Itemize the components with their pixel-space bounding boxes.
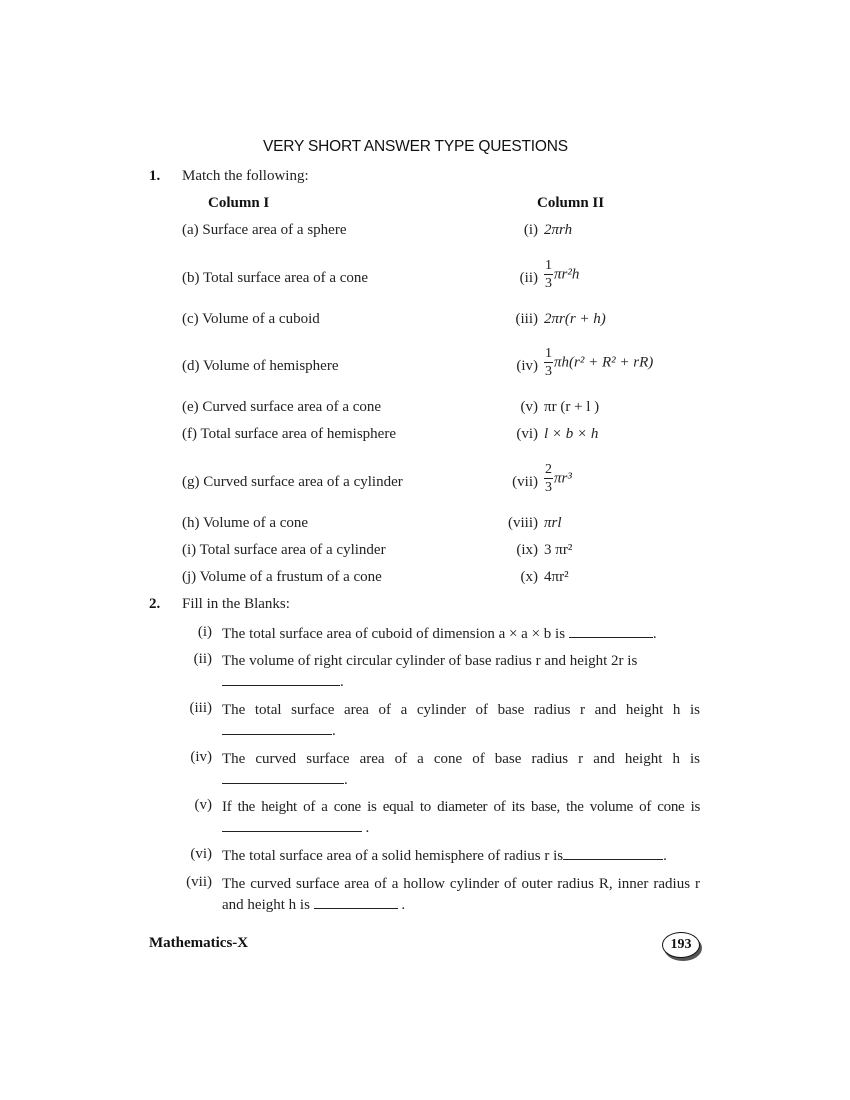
formula-viii: πrl: [544, 515, 562, 531]
column-2-heading: Column II: [537, 195, 605, 211]
blank-text: The total surface area of cuboid of dimension a × a × b is: [222, 626, 566, 642]
blank-item-vi: The total surface area of a solid hemisphere of radius r is .: [222, 848, 667, 864]
answer-blank[interactable]: [222, 771, 344, 784]
formula-vi: l × b × h: [544, 426, 599, 442]
fraction-denominator: 3: [545, 364, 552, 379]
col2-label-vii: (vii): [512, 474, 538, 490]
blank-text: The volume of right circular cylinder of base radius r and height 2r is: [222, 653, 638, 669]
blank-item-iv: The curved surface area of a cone of base radius r and height h is.: [222, 751, 700, 788]
col1-item-b: (b) Total surface area of a cone: [182, 270, 369, 286]
col2-label-iv: (iv): [516, 358, 538, 374]
formula-iii: 2πr(r + h): [544, 311, 606, 327]
col2-label-iii: (iii): [515, 311, 538, 327]
col1-item-j: (j) Volume of a frustum of a cone: [182, 569, 382, 585]
page-number: 193: [670, 937, 692, 952]
col1-item-c: (c) Volume of a cuboid: [182, 311, 320, 327]
blank-label-i: (i): [197, 624, 212, 640]
blank-text: The curved surface area of a hollow cylinder of outer radius R, inner radius r and height h is: [222, 876, 700, 913]
col1-item-d: (d) Volume of hemisphere: [182, 358, 339, 374]
blank-item-iii: The total surface area of a cylinder of base radius r and height h is.: [222, 702, 700, 739]
formula-vii: [544, 463, 572, 495]
formula-iv: [544, 347, 653, 379]
fraction-numerator: 1: [545, 346, 552, 361]
col2-label-vi: (vi): [516, 426, 538, 442]
col1-item-e: (e) Curved surface area of a cone: [182, 399, 382, 415]
formula-i: 2πrh: [544, 222, 573, 238]
blank-text: If the height of a cone is equal to diameter of its base, the volume of cone is: [222, 799, 700, 815]
col1-item-f: (f) Total surface area of hemisphere: [182, 426, 396, 442]
blank-label-v: (v): [194, 797, 212, 813]
question-1-number: 1.: [149, 168, 161, 184]
question-2-number: 2.: [149, 596, 161, 612]
blank-label-iv: (iv): [190, 749, 212, 765]
col1-item-g: (g) Curved surface area of a cylinder: [182, 474, 403, 490]
col2-label-ix: (ix): [516, 542, 538, 558]
blank-item-vii: The curved surface area of a hollow cylinder of outer radius R, inner radius r and height h is .: [222, 876, 700, 913]
fraction-numerator: 2: [545, 462, 552, 477]
fraction-denominator: 3: [545, 276, 552, 291]
book-title: Mathematics-X: [149, 935, 249, 951]
formula-ii: [544, 259, 579, 291]
question-1-prompt: Match the following:: [182, 168, 309, 184]
answer-blank[interactable]: [563, 847, 663, 860]
blank-label-iii: (iii): [189, 700, 212, 716]
page-heading: VERY SHORT ANSWER TYPE QUESTIONS: [263, 138, 568, 155]
answer-blank[interactable]: [314, 896, 398, 909]
fraction: [544, 463, 553, 495]
blank-text: The total surface area of a solid hemisphere of radius r is: [222, 848, 564, 864]
blank-item-i: The total surface area of cuboid of dimension a × a × b is .: [222, 626, 657, 642]
blank-label-ii: (ii): [193, 651, 212, 667]
col2-label-i: (i): [523, 222, 538, 238]
blank-text: The total surface area of a cylinder of base radius r and height h is: [222, 702, 700, 718]
col1-item-h: (h) Volume of a cone: [182, 515, 309, 531]
formula-x: 4πr²: [544, 569, 569, 585]
fraction-numerator: 1: [545, 258, 552, 273]
blank-label-vii: (vii): [186, 874, 212, 890]
formula-ix: 3 πr²: [544, 542, 573, 558]
column-1-heading: Column I: [208, 195, 270, 211]
blank-item-ii: The volume of right circular cylinder of base radius r and height 2r is .: [222, 653, 638, 690]
col1-item-a: (a) Surface area of a sphere: [182, 222, 347, 238]
col2-label-x: (x): [520, 569, 538, 585]
col1-item-i: (i) Total surface area of a cylinder: [182, 542, 386, 558]
blank-text: The curved surface area of a cone of base radius r and height h is: [222, 751, 700, 767]
blank-label-vi: (vi): [190, 846, 212, 862]
answer-blank[interactable]: [222, 819, 362, 832]
formula-text: πh(r² + R² + rR): [554, 354, 654, 371]
col2-label-ii: (ii): [519, 270, 538, 286]
question-2-prompt: Fill in the Blanks:: [182, 596, 290, 612]
page-number-badge: [662, 932, 700, 958]
formula-text: πr³: [554, 470, 572, 487]
fraction: [544, 347, 553, 379]
formula-v: πr (r + l ): [544, 399, 600, 415]
fraction-denominator: 3: [545, 480, 552, 495]
col2-label-viii: (viii): [508, 515, 538, 531]
answer-blank[interactable]: [569, 625, 653, 638]
fraction: [544, 259, 553, 291]
blank-item-v: If the height of a cone is equal to diameter of its base, the volume of cone is .: [222, 799, 700, 836]
formula-text: πr²h: [554, 266, 580, 283]
col2-label-v: (v): [520, 399, 538, 415]
answer-blank[interactable]: [222, 722, 332, 735]
answer-blank[interactable]: [222, 673, 340, 686]
